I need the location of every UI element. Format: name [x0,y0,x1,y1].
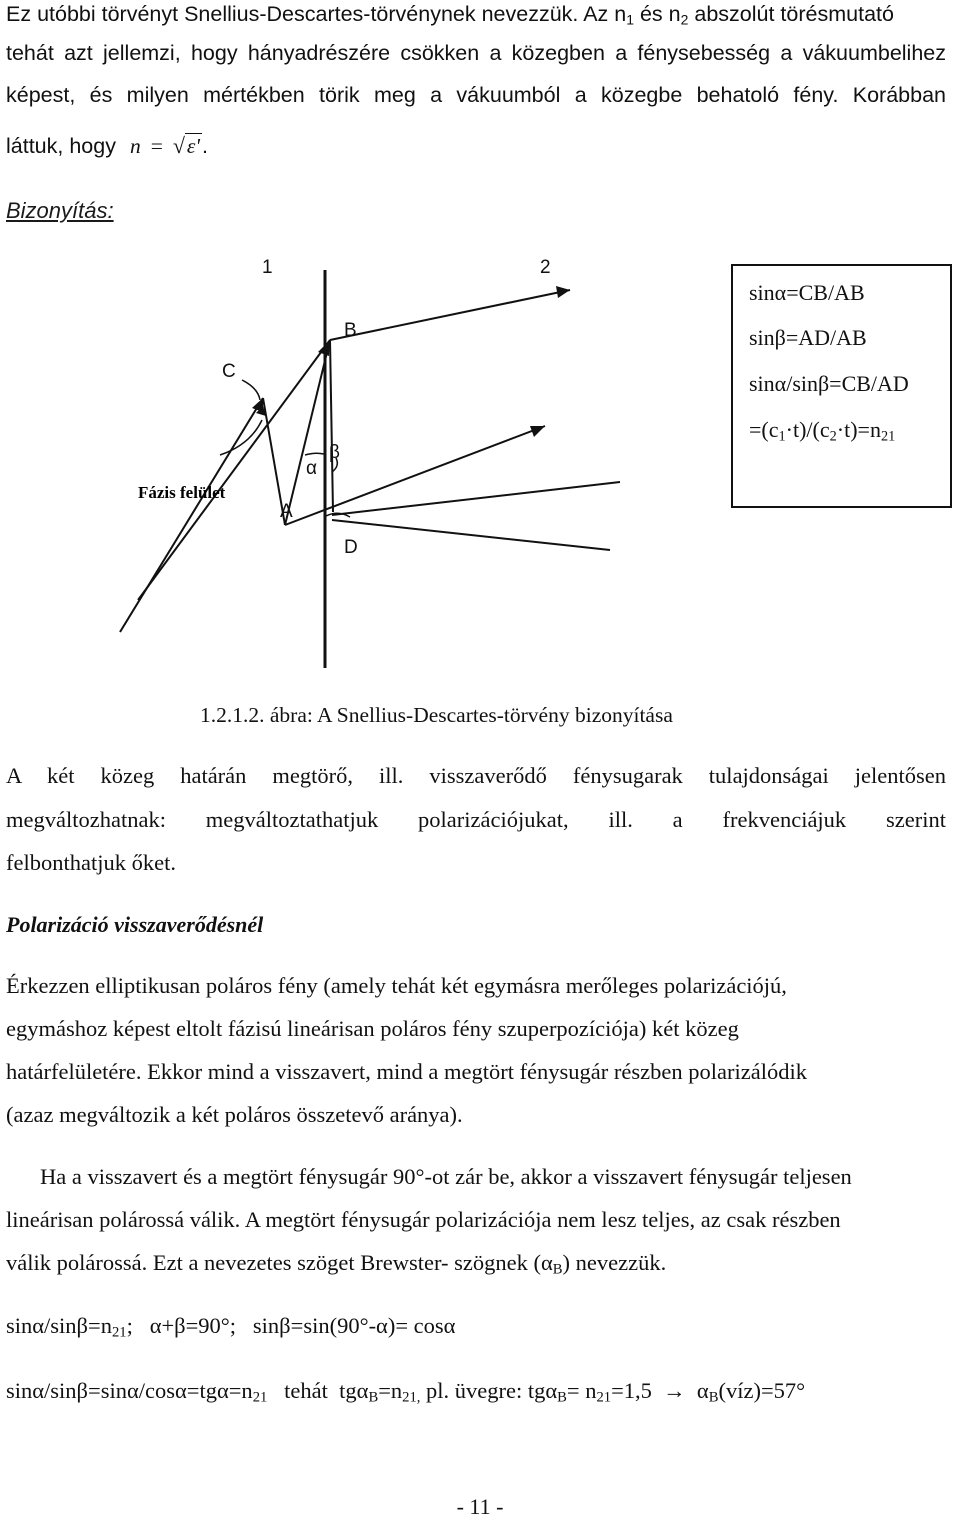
polarization-heading: Polarizáció visszaverődésnél [6,912,264,937]
brewster-line-2: lineárisan polárossá válik. A megtört fénysugár polarizációja nem lesz teljes, az csak részben [6,1207,841,1232]
intro-line-2: tehát azt jellemzi, hogy hányadrészére csökken a közegben a fénysebesség a vákuumbelihez [6,41,946,65]
polar-line-2: egymáshoz képest eltolt fázisú lineárisan poláros fény szuperpozíciója) két közeg [6,1016,739,1041]
figure-caption: 1.2.1.2. ábra: A Snellius-Descartes-törvény bizonyítása [200,703,673,727]
intro-line-3: képest, és milyen mértékben törik meg a vákuumból a közegbe behatoló fény. Korábban [6,83,946,107]
formula-epsilon: ε' [186,134,200,158]
formula-row-3: sinα/sinβ=CB/AD [749,371,909,396]
phase-surface-arrow [220,420,262,455]
segment-bd [330,340,333,512]
intro-line-1: Ez utóbbi törvényt Snellius-Descartes-törvénynek nevezzük. Az $n_1$ és $n_2$ abszolút törésmutató [6,2,894,28]
label-point-b: B [344,320,357,341]
sqrt-sign: √ [172,133,185,158]
refracted-ray-2 [330,290,570,340]
reflected-ray [332,520,610,550]
polar-line-1: Érkezzen elliptikusan poláros fény (amely tehát két egymásra merőleges polarizációjú, [6,973,787,998]
label-point-c: C [222,361,236,382]
formula-n: n [129,134,141,158]
label-beta: β [329,442,340,463]
label-alpha: α [306,458,317,479]
page-number: - 11 - [456,1494,504,1519]
segment-ab [285,340,330,525]
label-ray-2: 2 [540,257,551,278]
reflect-line-1: A két közeg határán megtörő, ill. visszaverődő fénysugarak tulajdonságai jelentősen [6,763,946,788]
formula-row-1: sinα=CB/AB [749,280,865,305]
proof-heading: Bizonyítás: [6,198,114,223]
intro-line-4: láttuk, hogy n = √ε'. [6,133,208,158]
formula-row-2: sinβ=AD/AB [749,325,867,350]
brewster-line-1: Ha a visszavert és a megtört fénysugár 90°-ot zár be, akkor a visszavert fénysugár teljesen [40,1164,852,1189]
formula-row-4: $=(c_1\cdot t)/(c_2\cdot t)=n_{21}$ [749,417,896,445]
reflect-line-2: megváltozhatnak: megváltoztathatjuk polarizációjukat, ill. a frekvenciájuk szerint [6,807,946,832]
label-phase-surface: Fázis felület [138,483,226,502]
polar-line-3: határfelületére. Ekkor mind a visszavert, mind a megtört fénysugár részben polarizálódik [6,1059,807,1084]
label-ray-1: 1 [262,257,273,278]
brewster-line-3: válik polárossá. Ezt a nevezetes szöget Brewster- szögnek $(\alpha_B)$ nevezzük. [6,1250,667,1278]
equation-2: sinα/$\sin\beta=\sin\alpha/\cos\alpha=tg\alpha=n_{21}$ tehát $tg\alpha_B=n_{21,}$ pl. üvegre: $tg\alpha_B= n_{21}=1,5$ → $\alpha_B(víz)=57^\circ$ [6,1378,806,1406]
label-point-d: D [344,537,358,558]
reflect-line-3: felbonthatjuk őket. [6,850,176,875]
ray-from-d [332,482,620,515]
equation-1: sinα/$\sin\beta=n_{21}$; α+β=90°; sinβ=sin(90°-α)= cosα [6,1313,456,1341]
polar-line-4: (azaz megváltozik a két poláros összetevő aránya). [6,1102,463,1127]
snell-proof-diagram [100,240,700,680]
label-point-a: A [280,501,293,522]
formula-box [731,264,952,508]
